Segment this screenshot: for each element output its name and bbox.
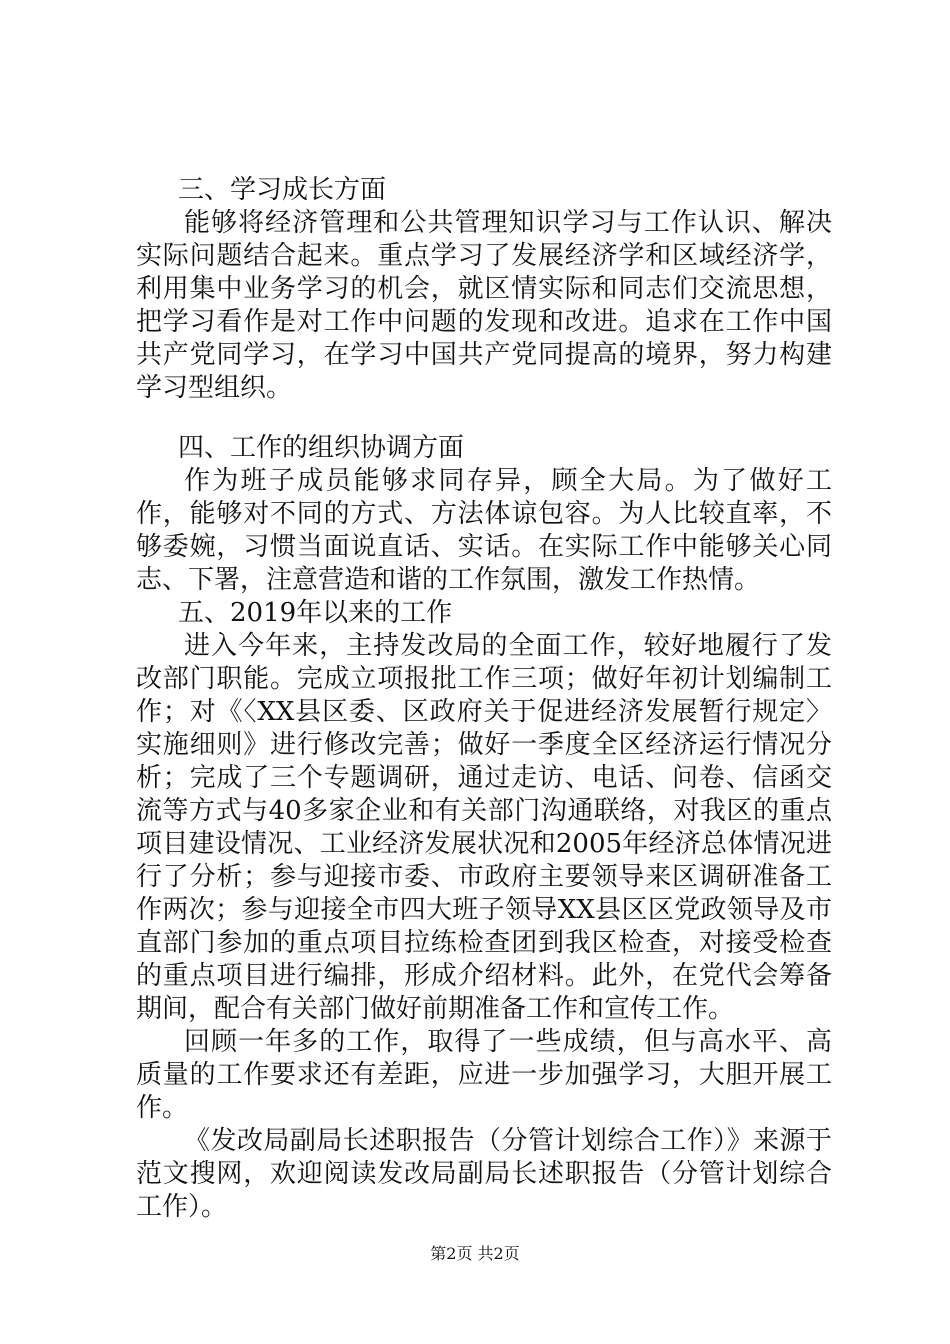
paragraph-source-note: 《发改局副局长述职报告（分管计划综合工作）》来源于范文搜网，欢迎阅读发改局副局长述职报告（分管计划综合工作）。 bbox=[136, 1126, 832, 1222]
section-heading-work-since-2019: 五、2019年以来的工作 bbox=[178, 598, 453, 628]
section-heading-study: 三、学习成长方面 bbox=[178, 175, 387, 205]
paragraph-work-details: 进入今年来，主持发改局的全面工作，较好地履行了发改部门职能。完成立项报批工作三项；做好年初计划编制工作；对《〈XX县区委、区政府关于促进经济发展暂行规定〉实施细则》进行修改完善；做好一季度全区经济运行情况分析；完成了三个专题调研，通过走访、电话、问卷、信函交流等方式与40多家企业和有关部门沟通联络，对我区的重点项目建设情况、工业经济发展状况和2005年经济总体情况进行了分析；参与迎接市委、市政府主要领导来区调研准备工作两次；参与迎接全市四大班子领导XX县区区党政领导及市直部门参加的重点项目拉练检查团到我区检查，对接受检查的重点项目进行编排，形成介绍材料。此外，在党代会筹备期间，配合有关部门做好前期准备工作和宣传工作。 bbox=[136, 631, 832, 1024]
section-heading-coordination: 四、工作的组织协调方面 bbox=[178, 433, 465, 463]
paragraph-coordination: 作为班子成员能够求同存异，顾全大局。为了做好工作，能够对不同的方式、方法体谅包容。为人比较直率，不够委婉，习惯当面说直话、实话。在实际工作中能够关心同志、下署，注意营造和谐的工作氛围，激发工作热情。 bbox=[136, 466, 832, 595]
document-body bbox=[136, 174, 832, 1224]
paragraph-review: 回顾一年多的工作，取得了一些成绩，但与高水平、高质量的工作要求还有差距，应进一步加强学习，大胆开展工作。 bbox=[136, 1027, 832, 1123]
page-footer: 第2页 共2页 bbox=[430, 1244, 520, 1263]
paragraph-study: 能够将经济管理和公共管理知识学习与工作认识、解决实际问题结合起来。重点学习了发展经济学和区域经济学，利用集中业务学习的机会，就区情实际和同志们交流思想，把学习看作是对工作中问题的发现和改进。追求在工作中国共产党同学习，在学习中国共产党同提高的境界，努力构建学习型组织。 bbox=[136, 208, 832, 403]
